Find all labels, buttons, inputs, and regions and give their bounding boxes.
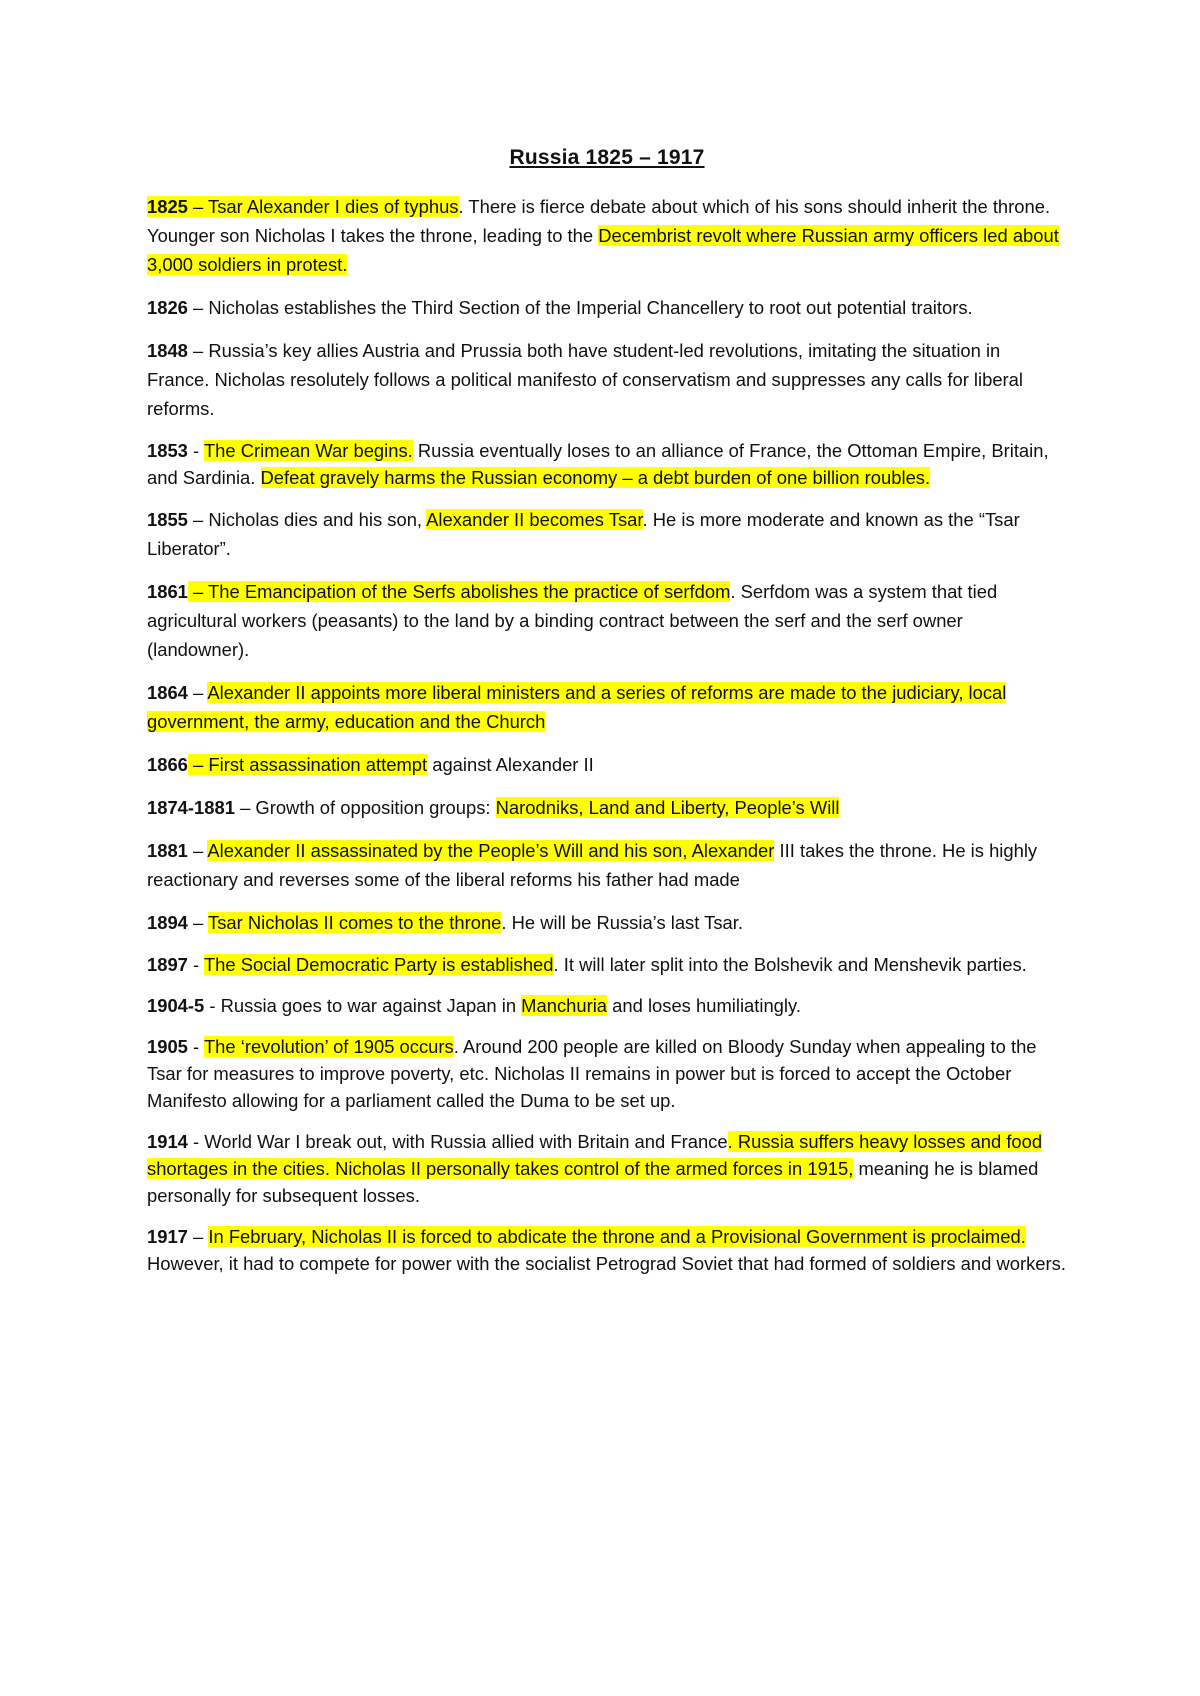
entry-year: 1825 [147, 196, 188, 217]
entry-year: 1861 [147, 581, 188, 602]
document-title: Russia 1825 – 1917 [509, 146, 705, 169]
highlighted-text: – Tsar Alexander I dies of typhus [187, 196, 459, 217]
timeline-entry [147, 1128, 1067, 1209]
entry-text: – Nicholas dies and his son, [187, 509, 427, 530]
timeline-entry [147, 908, 1067, 937]
entry-text: - [187, 440, 204, 461]
timeline-entry [147, 678, 1067, 736]
entry-text: – [187, 912, 209, 933]
entry-text: . Around 200 people are killed on Bloody Sunday when appealing to the Tsar for measures to improve poverty, etc. Nicholas II remains in power but is forced to accept the October Manifesto allowing for a parliament called the Duma to be set up. [147, 1036, 1037, 1111]
entry-year: 1855 [147, 509, 188, 530]
entry-text: against Alexander II [427, 754, 594, 775]
entry-text: – Russia’s key allies Austria and Prussia both have student-led revolutions, imitating the situation in France. Nicholas resolutely follows a political manifesto of conservatism and suppresses any calls for liberal reforms. [147, 340, 1023, 419]
entry-text: III takes the throne. He is highly reactionary and reverses some of the liberal reforms his father had made [147, 840, 1038, 890]
timeline-entry [147, 951, 1067, 978]
entry-year: 1914 [147, 1131, 188, 1152]
highlighted-text: In February, Nicholas II is forced to abdicate the throne and a Provisional Government is proclaimed. [208, 1226, 1026, 1247]
entry-text: . Serfdom was a system that tied agricultural workers (peasants) to the land by a binding contract between the serf and the serf owner (landowner). [147, 581, 998, 660]
highlighted-text: Manchuria [521, 995, 608, 1016]
timeline-entry [147, 750, 1067, 779]
entry-text: - Russia goes to war against Japan in [204, 995, 522, 1016]
entry-year: 1917 [147, 1226, 188, 1247]
entry-text: – Nicholas establishes the Third Section of the Imperial Chancellery to root out potential traitors. [187, 297, 973, 318]
timeline-entry [147, 437, 1067, 491]
timeline-entry [147, 293, 1067, 322]
highlighted-text: Tsar Nicholas II comes to the throne [208, 912, 502, 933]
highlighted-text: Narodniks, Land and Liberty, People’s Will [495, 797, 840, 818]
entry-text: – [187, 1226, 209, 1247]
entry-text: However, it had to compete for power with the socialist Petrograd Soviet that had formed of soldiers and workers. [147, 1253, 1066, 1274]
entry-text: . He is more moderate and known as the “Tsar Liberator”. [147, 509, 1020, 559]
entry-year: 1897 [147, 954, 188, 975]
highlighted-text: – The Emancipation of the Serfs abolishes the practice of serfdom [187, 581, 731, 602]
entry-text: - [187, 1036, 204, 1057]
timeline-entry [147, 505, 1067, 563]
entry-year: 1848 [147, 340, 188, 361]
timeline-entry [147, 1223, 1067, 1277]
entry-year: 1905 [147, 1036, 188, 1057]
entry-text: . He will be Russia’s last Tsar. [501, 912, 743, 933]
entry-text: – [187, 840, 208, 861]
entry-text: - World War I break out, with Russia allied with Britain and France [187, 1131, 728, 1152]
entry-year: 1864 [147, 682, 188, 703]
entry-year: 1826 [147, 297, 188, 318]
timeline-entry [147, 1033, 1067, 1114]
timeline-entry [147, 992, 1067, 1019]
entry-year: 1874-1881 [147, 797, 235, 818]
timeline-entry [147, 793, 1067, 822]
highlighted-text: The Crimean War begins. [203, 440, 413, 461]
timeline-entries [147, 192, 1067, 1277]
entry-text: – Growth of opposition groups: [234, 797, 496, 818]
entry-year: 1881 [147, 840, 188, 861]
entry-year: 1853 [147, 440, 188, 461]
timeline-entry [147, 336, 1067, 423]
highlighted-text: . Russia suffers heavy losses and food shortages in the cities. Nicholas II personally takes control of the armed forces in 1915, [147, 1131, 1043, 1179]
highlighted-text: The ‘revolution’ of 1905 occurs [203, 1036, 454, 1057]
highlighted-text: The Social Democratic Party is established [203, 954, 554, 975]
entry-text: meaning he is blamed personally for subsequent losses. [147, 1158, 1039, 1206]
highlighted-text: Decembrist revolt where Russian army officers led about 3,000 soldiers in protest. [147, 225, 1059, 275]
entry-year: 1904-5 [147, 995, 205, 1016]
document-page [147, 146, 1067, 1291]
entry-text: and loses humiliatingly. [607, 995, 801, 1016]
entry-year: 1866 [147, 754, 188, 775]
timeline-entry [147, 577, 1067, 664]
timeline-entry [147, 836, 1067, 894]
entry-text: - [187, 954, 204, 975]
highlighted-text: Alexander II appoints more liberal ministers and a series of reforms are made to the judiciary, local government, the army, education and the Church [147, 682, 1007, 732]
timeline-entry [147, 192, 1067, 279]
highlighted-text: Alexander II becomes Tsar [426, 509, 643, 530]
entry-year: 1894 [147, 912, 188, 933]
entry-text: . There is fierce debate about which of his sons should inherit the throne. Younger son Nicholas I takes the throne, leading to the [147, 196, 1051, 246]
entry-text: . It will later split into the Bolshevik and Menshevik parties. [553, 954, 1027, 975]
entry-text: – [187, 682, 208, 703]
highlighted-text: Defeat gravely harms the Russian economy – a debt burden of one billion roubles. [260, 467, 931, 488]
highlighted-text: – First assassination attempt [187, 754, 428, 775]
entry-text: Russia eventually loses to an alliance of France, the Ottoman Empire, Britain, and Sardinia. [147, 440, 1049, 488]
highlighted-text: Alexander II assassinated by the People’s Will and his son, Alexander [207, 840, 775, 861]
